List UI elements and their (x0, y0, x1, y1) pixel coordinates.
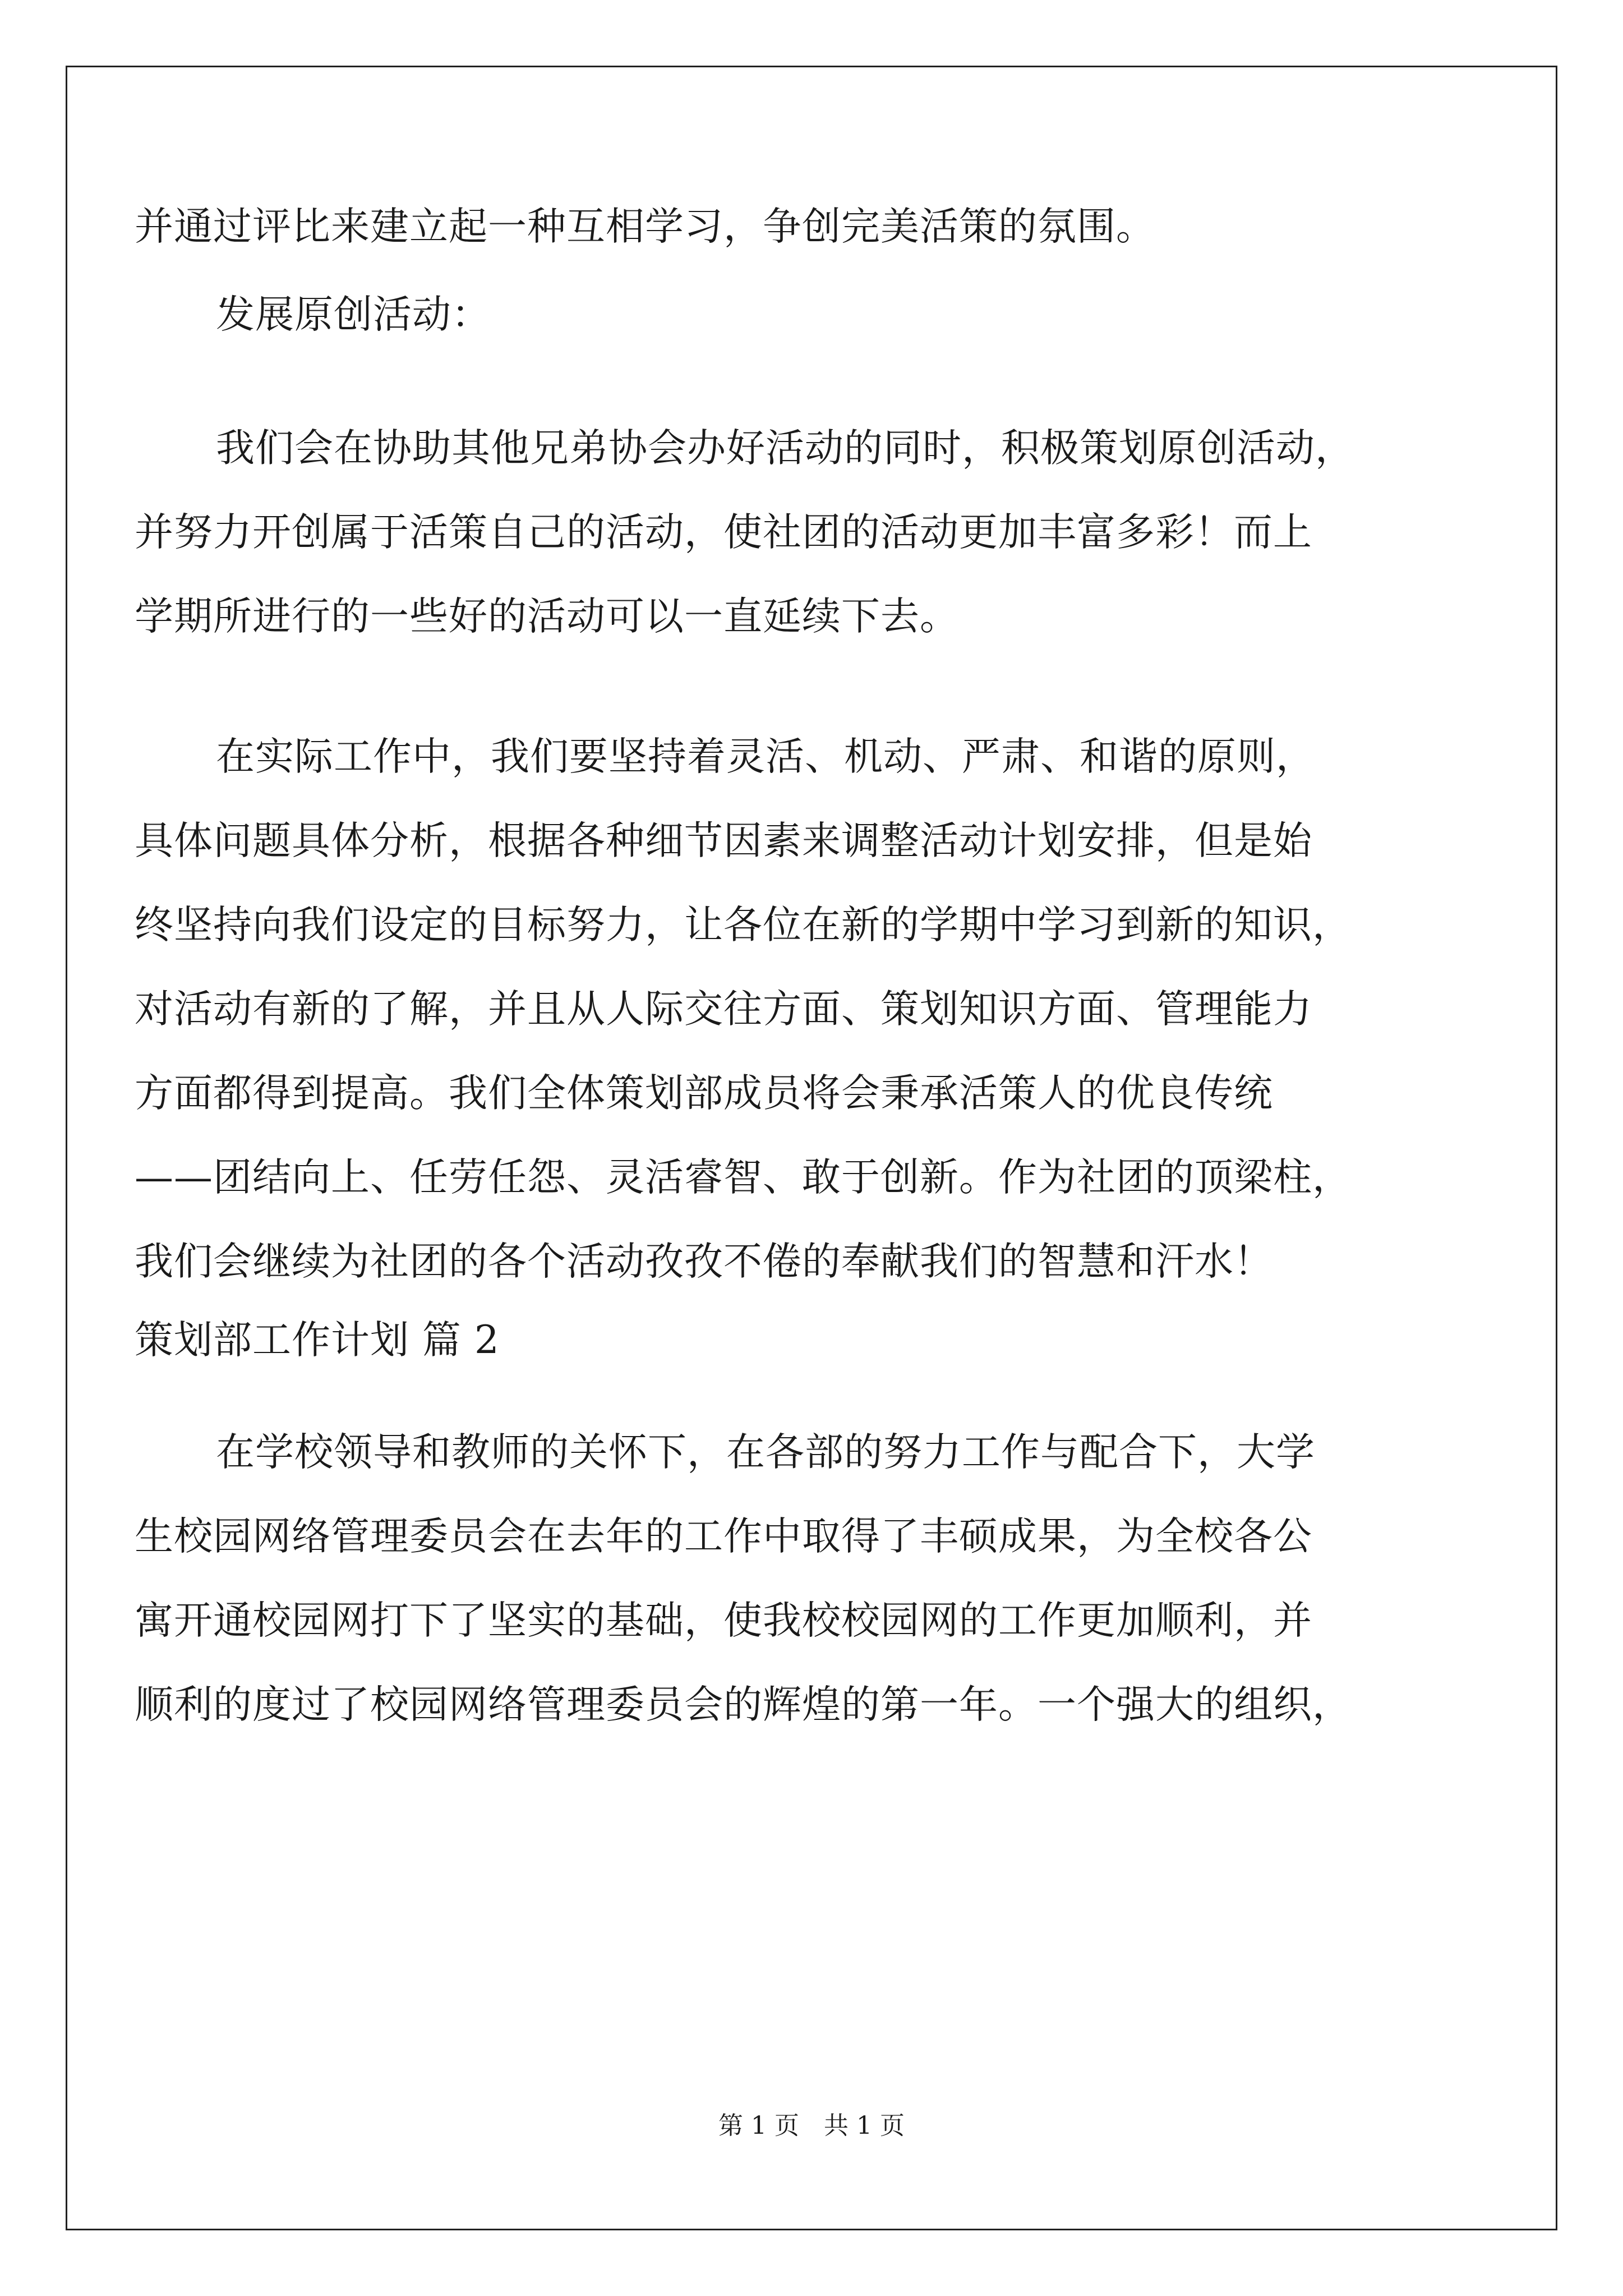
paragraph-line: ——团结向上、任劳任怨、灵活睿智、敢于创新。作为社团的顶梁柱， (135, 1155, 1352, 1200)
paragraph-line: 并努力开创属于活策自己的活动，使社团的活动更加丰富多彩！而上 (135, 510, 1312, 555)
paragraph-line: 发展原创活动： (216, 292, 491, 337)
paragraph-line: 在学校领导和教师的关怀下，在各部的努力工作与配合下，大学 (216, 1430, 1315, 1475)
paragraph-line: 终坚持向我们设定的目标努力，让各位在新的学期中学习到新的知识， (135, 903, 1352, 947)
paragraph-line: 在实际工作中，我们要坚持着灵活、机动、严肃、和谐的原则， (216, 734, 1315, 779)
page-number: 第 1 页 共 1 页 (718, 2111, 905, 2140)
paragraph-line: 生校园网络管理委员会在去年的工作中取得了丰硕成果，为全校各公 (135, 1514, 1312, 1559)
paragraph-line: 具体问题具体分析，根据各种细节因素来调整活动计划安排，但是始 (135, 818, 1312, 863)
paragraph-line: 学期所进行的一些好的活动可以一直延续下去。 (135, 594, 959, 639)
paragraph-line: 寓开通校园网打下了坚实的基础，使我校校园网的工作更加顺利，并 (135, 1598, 1312, 1643)
paragraph-line: 我们会在协助其他兄弟协会办好活动的同时，积极策划原创活动， (216, 426, 1354, 471)
paragraph-line: 顺利的度过了校园网络管理委员会的辉煌的第一年。一个强大的组织， (135, 1682, 1352, 1727)
paragraph-line: 对活动有新的了解，并且从人际交往方面、策划知识方面、管理能力 (135, 987, 1312, 1032)
page-border (66, 66, 1557, 2230)
section-heading: 策划部工作计划 篇 2 (135, 1318, 500, 1363)
paragraph-line: 并通过评比来建立起一种互相学习，争创完美活策的氛围。 (135, 204, 1155, 249)
paragraph-line: 方面都得到提高。我们全体策划部成员将会秉承活策人的优良传统 (135, 1071, 1273, 1116)
paragraph-line: 我们会继续为社团的各个活动孜孜不倦的奉献我们的智慧和汗水！ (135, 1239, 1273, 1284)
